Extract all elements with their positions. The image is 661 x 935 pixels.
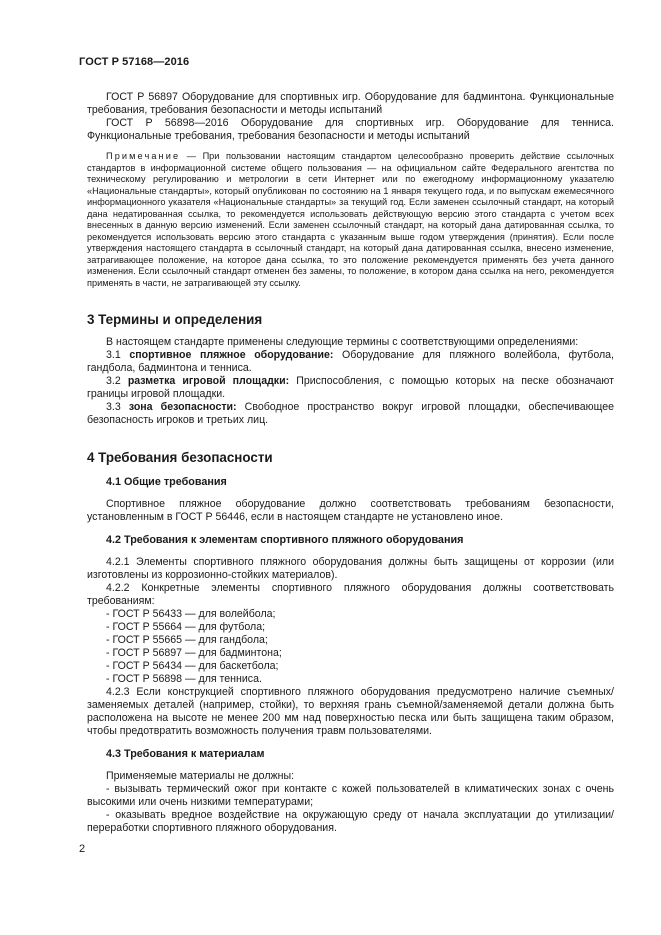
list-item: - ГОСТ Р 56434 — для баскетбола; <box>106 660 279 672</box>
clause-4-2-2: 4.2.2 Конкретные элементы спортивного пляжного оборудования должны соответствовать требованиям: <box>87 582 614 607</box>
term-3-3 <box>87 401 614 427</box>
subsection-4-1-text: Спортивное пляжное оборудование должно соответствовать требованиям безопасности, установленным в ГОСТ Р 56446, если в настоящем стандарте не установлено иное. <box>87 498 614 523</box>
term-number: 3.3 <box>106 401 129 413</box>
term-number: 3.1 <box>106 349 130 361</box>
subsection-4-2-heading: 4.2 Требования к элементам спортивного пляжного оборудования <box>106 534 464 546</box>
material-requirement: - оказывать вредное воздействие на окружающую среду от начала эксплуатации до утилизации/переработки спортивного пляжного оборудования. <box>87 809 614 834</box>
document-code-header: ГОСТ Р 57168—2016 <box>79 56 190 68</box>
term-number: 3.2 <box>106 375 128 387</box>
subsection-4-3-heading: 4.3 Требования к материалам <box>106 748 265 760</box>
section-3-intro: В настоящем стандарте применены следующие термины с соответствующими определениями: <box>106 336 579 348</box>
subsection-4-1-heading: 4.1 Общие требования <box>106 476 227 488</box>
term-definition: Свободное пространство вокруг игровой площадки, обеспечивающее безопасность игроков и третьих лиц. <box>87 401 615 426</box>
reference-note <box>87 151 614 289</box>
term-name: разметка игровой площадки: <box>127 375 290 387</box>
section-4-heading: 4 Требования безопасности <box>87 450 273 465</box>
standards-list <box>87 608 614 686</box>
note-label: Примечание <box>106 151 181 161</box>
term-name: зона безопасности: <box>128 401 237 413</box>
clause-4-2-1: 4.2.1 Элементы спортивного пляжного оборудования должны быть защищены от коррозии (или изготовлены из коррозионно-стойких материалов). <box>87 556 614 581</box>
list-item: - ГОСТ Р 56433 — для волейбола; <box>106 608 276 620</box>
reference-gost-56897: ГОСТ Р 56897 Оборудование для спортивных игр. Оборудование для бадминтона. Функциональные требования, требования безопасности и методы испытаний <box>87 91 614 116</box>
section-3-heading: 3 Термины и определения <box>87 312 263 327</box>
material-requirement: - вызывать термический ожог при контакте с кожей пользователей в климатических зонах с очень высокими или очень низкими температурами; <box>87 783 614 808</box>
subsection-4-3-intro: Применяемые материалы не должны: <box>106 770 295 782</box>
list-item: - ГОСТ Р 55664 — для футбола; <box>106 621 266 633</box>
page-content <box>87 91 614 835</box>
list-item: - ГОСТ Р 55665 — для гандбола; <box>106 634 268 646</box>
term-name: спортивное пляжное оборудование: <box>129 349 334 361</box>
list-item: - ГОСТ Р 56898 — для тенниса. <box>106 673 262 685</box>
note-text: — При пользовании настоящим стандартом целесообразно проверить действие ссылочных стандартов в информационной системе общего пользования — на официальном сайте Федерального агентства по техническому регулированию и метрологии в сети Интернет или по ежегодному информационному указателю «Национальные стандарты», который опубликован по состоянию на 1 января текущего года, и по выпускам ежемесячного информационного указателя «Национальные стандарты» за текущий год. Если заменен ссылочный стандарт, на который дана недатированная ссылка, то рекомендуется использовать действующую версию этого стандарта с учетом всех внесенных в данную версию изменений. Если заменен ссылочный стандарт, на который дана датированная ссылка, то рекомендуется использовать версию этого стандарта с указанным выше годом утверждения (принятия). Если после утверждения настоящего стандарта в ссылочный стандарт, на который дана датированная ссылка, внесено изменение, затрагивающее положение, на которое дана ссылка, то это положение рекомендуется применять без учета данного изменения. Если ссылочный стандарт отменен без замены, то положение, в котором дана ссылка на него, рекомендуется применять в части, не затрагивающей эту ссылку. <box>87 151 614 288</box>
reference-gost-56898: ГОСТ Р 56898—2016 Оборудование для спортивных игр. Оборудование для тенниса. Функциональные требования, требования безопасности и методы испытаний <box>87 117 614 142</box>
list-item: - ГОСТ Р 56897 — для бадминтона; <box>106 647 282 659</box>
term-definition: Оборудование для пляжного волейбола, футбола, гандбола, бадминтона и тенниса. <box>87 349 615 374</box>
clause-4-2-3: 4.2.3 Если конструкцией спортивного пляжного оборудования предусмотрено наличие съемных/заменяемых деталей (например, стойки), то верхняя грань съемной/заменяемой детали должна быть расположена на высоте не менее 200 мм над поверхностью песка или быть защищена таким образом, чтобы предотвратить возможность получения травм пользователями. <box>87 686 614 737</box>
term-3-1 <box>87 349 614 375</box>
page-number: 2 <box>79 843 86 855</box>
term-definition: Приспособления, с помощью которых на песке обозначают границы игровой площадки. <box>87 375 614 400</box>
term-3-2 <box>87 375 614 401</box>
